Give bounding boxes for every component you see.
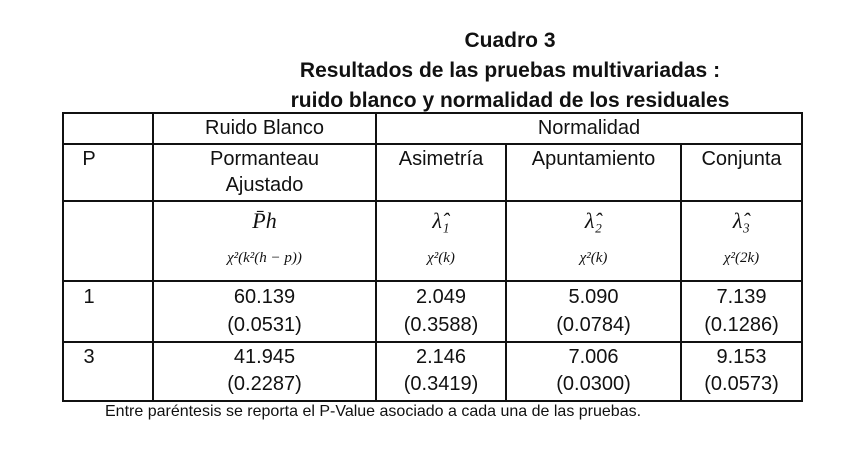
asimetria-value: 2.049 xyxy=(415,286,467,308)
portmanteau-value: 41.945 xyxy=(233,346,296,368)
asimetria-value: 2.146 xyxy=(415,346,467,368)
conjunta-value: 7.139 xyxy=(716,286,767,308)
table-title-line-2: ruido blanco y normalidad de los residuales xyxy=(290,89,730,112)
conjunta-p-value: (0.1286) xyxy=(704,314,779,336)
stat-asimetria-symbol: λ̂₁ xyxy=(432,208,450,233)
header-normalidad: Normalidad xyxy=(537,117,641,139)
header-ruido-blanco: Ruido Blanco xyxy=(205,117,324,139)
stat-asimetria-distribution: χ²(k) xyxy=(427,250,455,266)
rule-row-1 xyxy=(62,341,803,343)
portmanteau-value: 60.139 xyxy=(233,286,296,308)
header-portmanteau-line-2: Ajustado xyxy=(225,174,304,196)
table-footnote: Entre paréntesis se reporta el P-Value asociado a cada una de las pruebas. xyxy=(105,403,642,420)
stat-conjunta-distribution: χ²(2k) xyxy=(723,250,760,266)
header-conjunta: Conjunta xyxy=(701,148,782,170)
header-apuntamiento: Apuntamiento xyxy=(531,148,656,170)
stat-apuntamiento-symbol: λ̂₂ xyxy=(584,208,603,233)
apuntamiento-value: 7.006 xyxy=(568,346,619,368)
stat-conjunta-symbol: λ̂₃ xyxy=(732,208,751,233)
col-border-right xyxy=(801,112,803,402)
header-asimetria: Asimetría xyxy=(398,148,484,170)
header-portmanteau-line-1: Pormanteau xyxy=(210,148,319,170)
stat-portmanteau-symbol: P̄h xyxy=(252,208,277,233)
table-caption-number: Cuadro 3 xyxy=(464,29,556,52)
row-p-value: 3 xyxy=(83,346,95,368)
apuntamiento-p-value: (0.0784) xyxy=(556,314,631,336)
header-p: P xyxy=(82,148,96,170)
stat-apuntamiento-distribution: χ²(k) xyxy=(579,250,608,266)
apuntamiento-value: 5.090 xyxy=(568,286,619,308)
conjunta-p-value: (0.0573) xyxy=(704,373,779,395)
asimetria-p-value: (0.3588) xyxy=(403,314,479,336)
rule-statistics xyxy=(62,280,803,282)
row-p-value: 1 xyxy=(83,286,95,308)
rule-group-header xyxy=(62,143,803,145)
apuntamiento-p-value: (0.0300) xyxy=(556,373,631,395)
rule-column-header xyxy=(62,200,803,202)
asimetria-p-value: (0.3419) xyxy=(403,373,479,395)
rule-top xyxy=(62,112,803,114)
conjunta-value: 9.153 xyxy=(716,346,767,368)
portmanteau-p-value: (0.2287) xyxy=(227,373,302,395)
portmanteau-p-value: (0.0531) xyxy=(227,314,302,336)
table-title-line-1: Resultados de las pruebas multivariadas : xyxy=(299,59,721,82)
stat-portmanteau-distribution: χ²(k²(h − p)) xyxy=(227,250,302,266)
